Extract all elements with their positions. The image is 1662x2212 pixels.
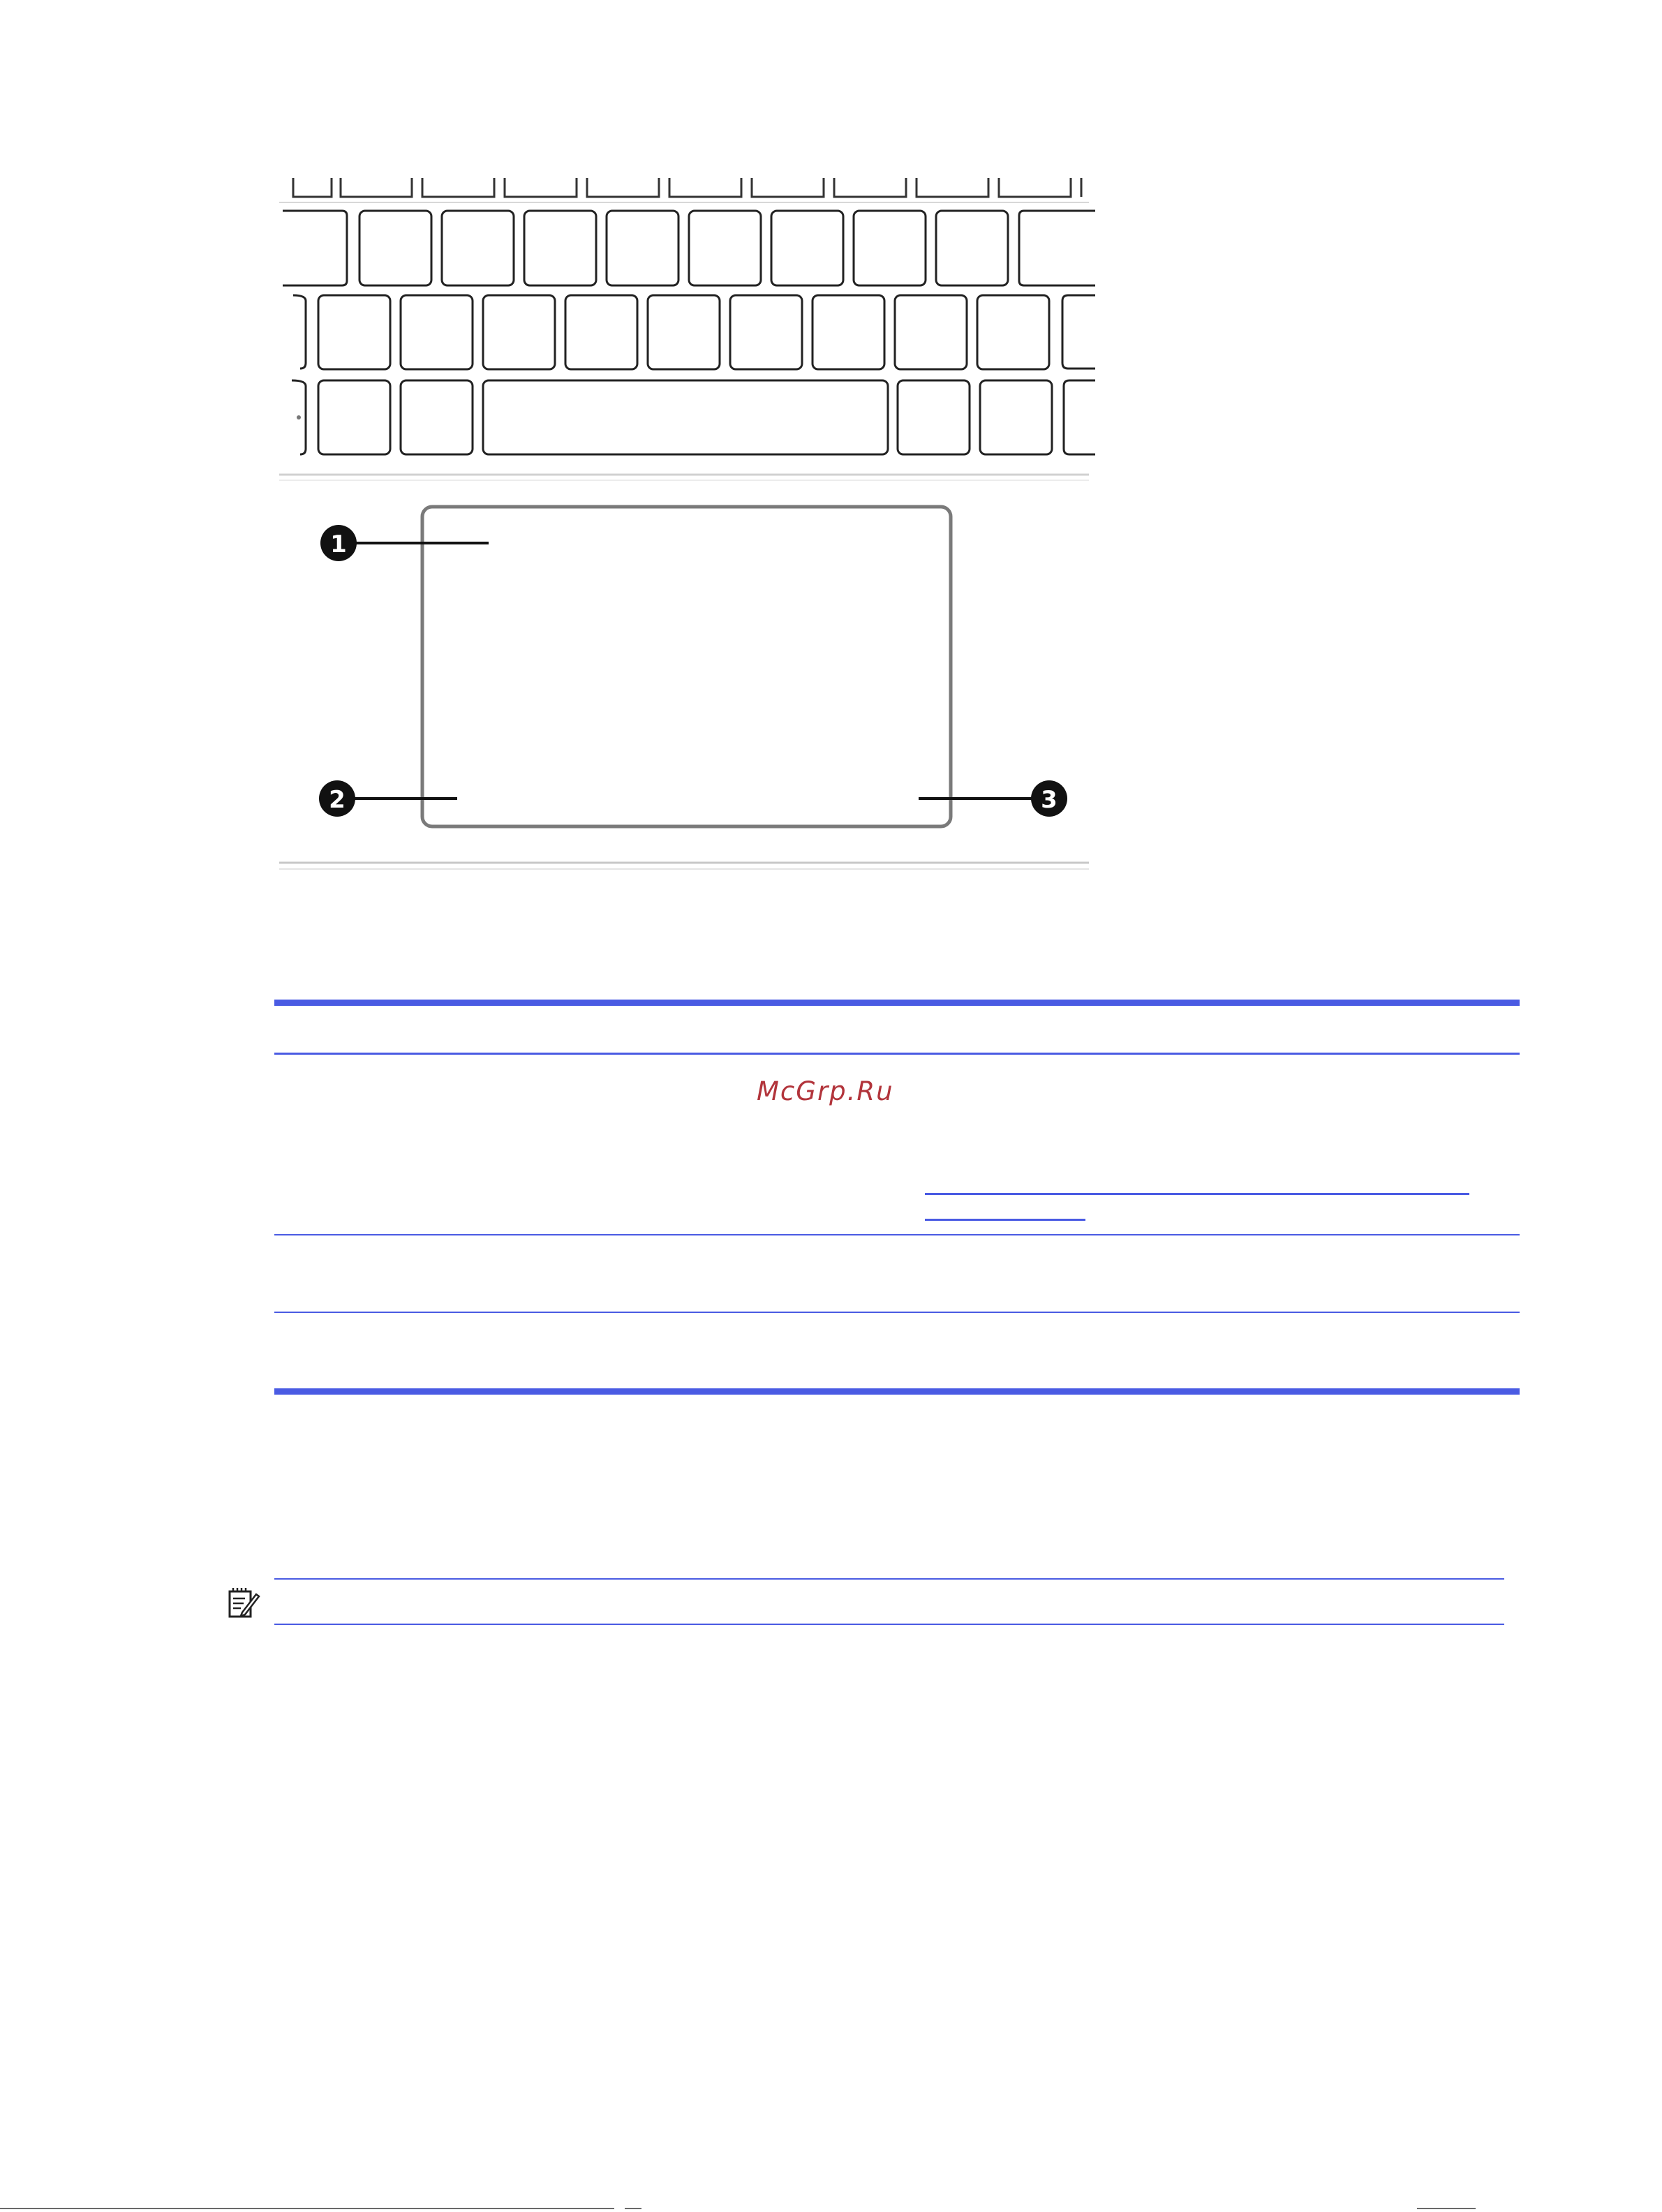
table-row-divider-2 xyxy=(274,1312,1520,1313)
footer-rule-right xyxy=(1417,2208,1476,2209)
deck-bottom-edge xyxy=(279,863,1089,869)
table-row-divider-1 xyxy=(274,1234,1520,1235)
note-bottom-rule xyxy=(274,1624,1504,1625)
table-top-rule xyxy=(274,1000,1520,1006)
key-row-3 xyxy=(292,380,1095,454)
link-underline-1[interactable] xyxy=(925,1193,1469,1195)
note-top-rule xyxy=(274,1578,1504,1580)
note-pencil-icon xyxy=(227,1586,260,1619)
spacebar-key xyxy=(483,380,888,454)
link-underline-2[interactable] xyxy=(925,1219,1085,1221)
svg-text:1: 1 xyxy=(330,530,347,558)
keyboard-deck xyxy=(279,178,1095,480)
table-bottom-rule xyxy=(274,1388,1520,1395)
keyboard-touchpad-illustration xyxy=(0,0,1662,921)
watermark-text: McGrp.Ru xyxy=(757,1076,894,1106)
key-row-partial xyxy=(293,178,1081,197)
svg-text:3: 3 xyxy=(1041,786,1058,814)
footer-rule-mid xyxy=(625,2208,641,2209)
footer-rule-left xyxy=(0,2208,614,2209)
table-header-rule xyxy=(274,1053,1520,1055)
key-row-1 xyxy=(283,211,1095,285)
key-row-2 xyxy=(293,295,1095,369)
touchpad xyxy=(422,507,951,826)
svg-text:2: 2 xyxy=(329,786,346,814)
